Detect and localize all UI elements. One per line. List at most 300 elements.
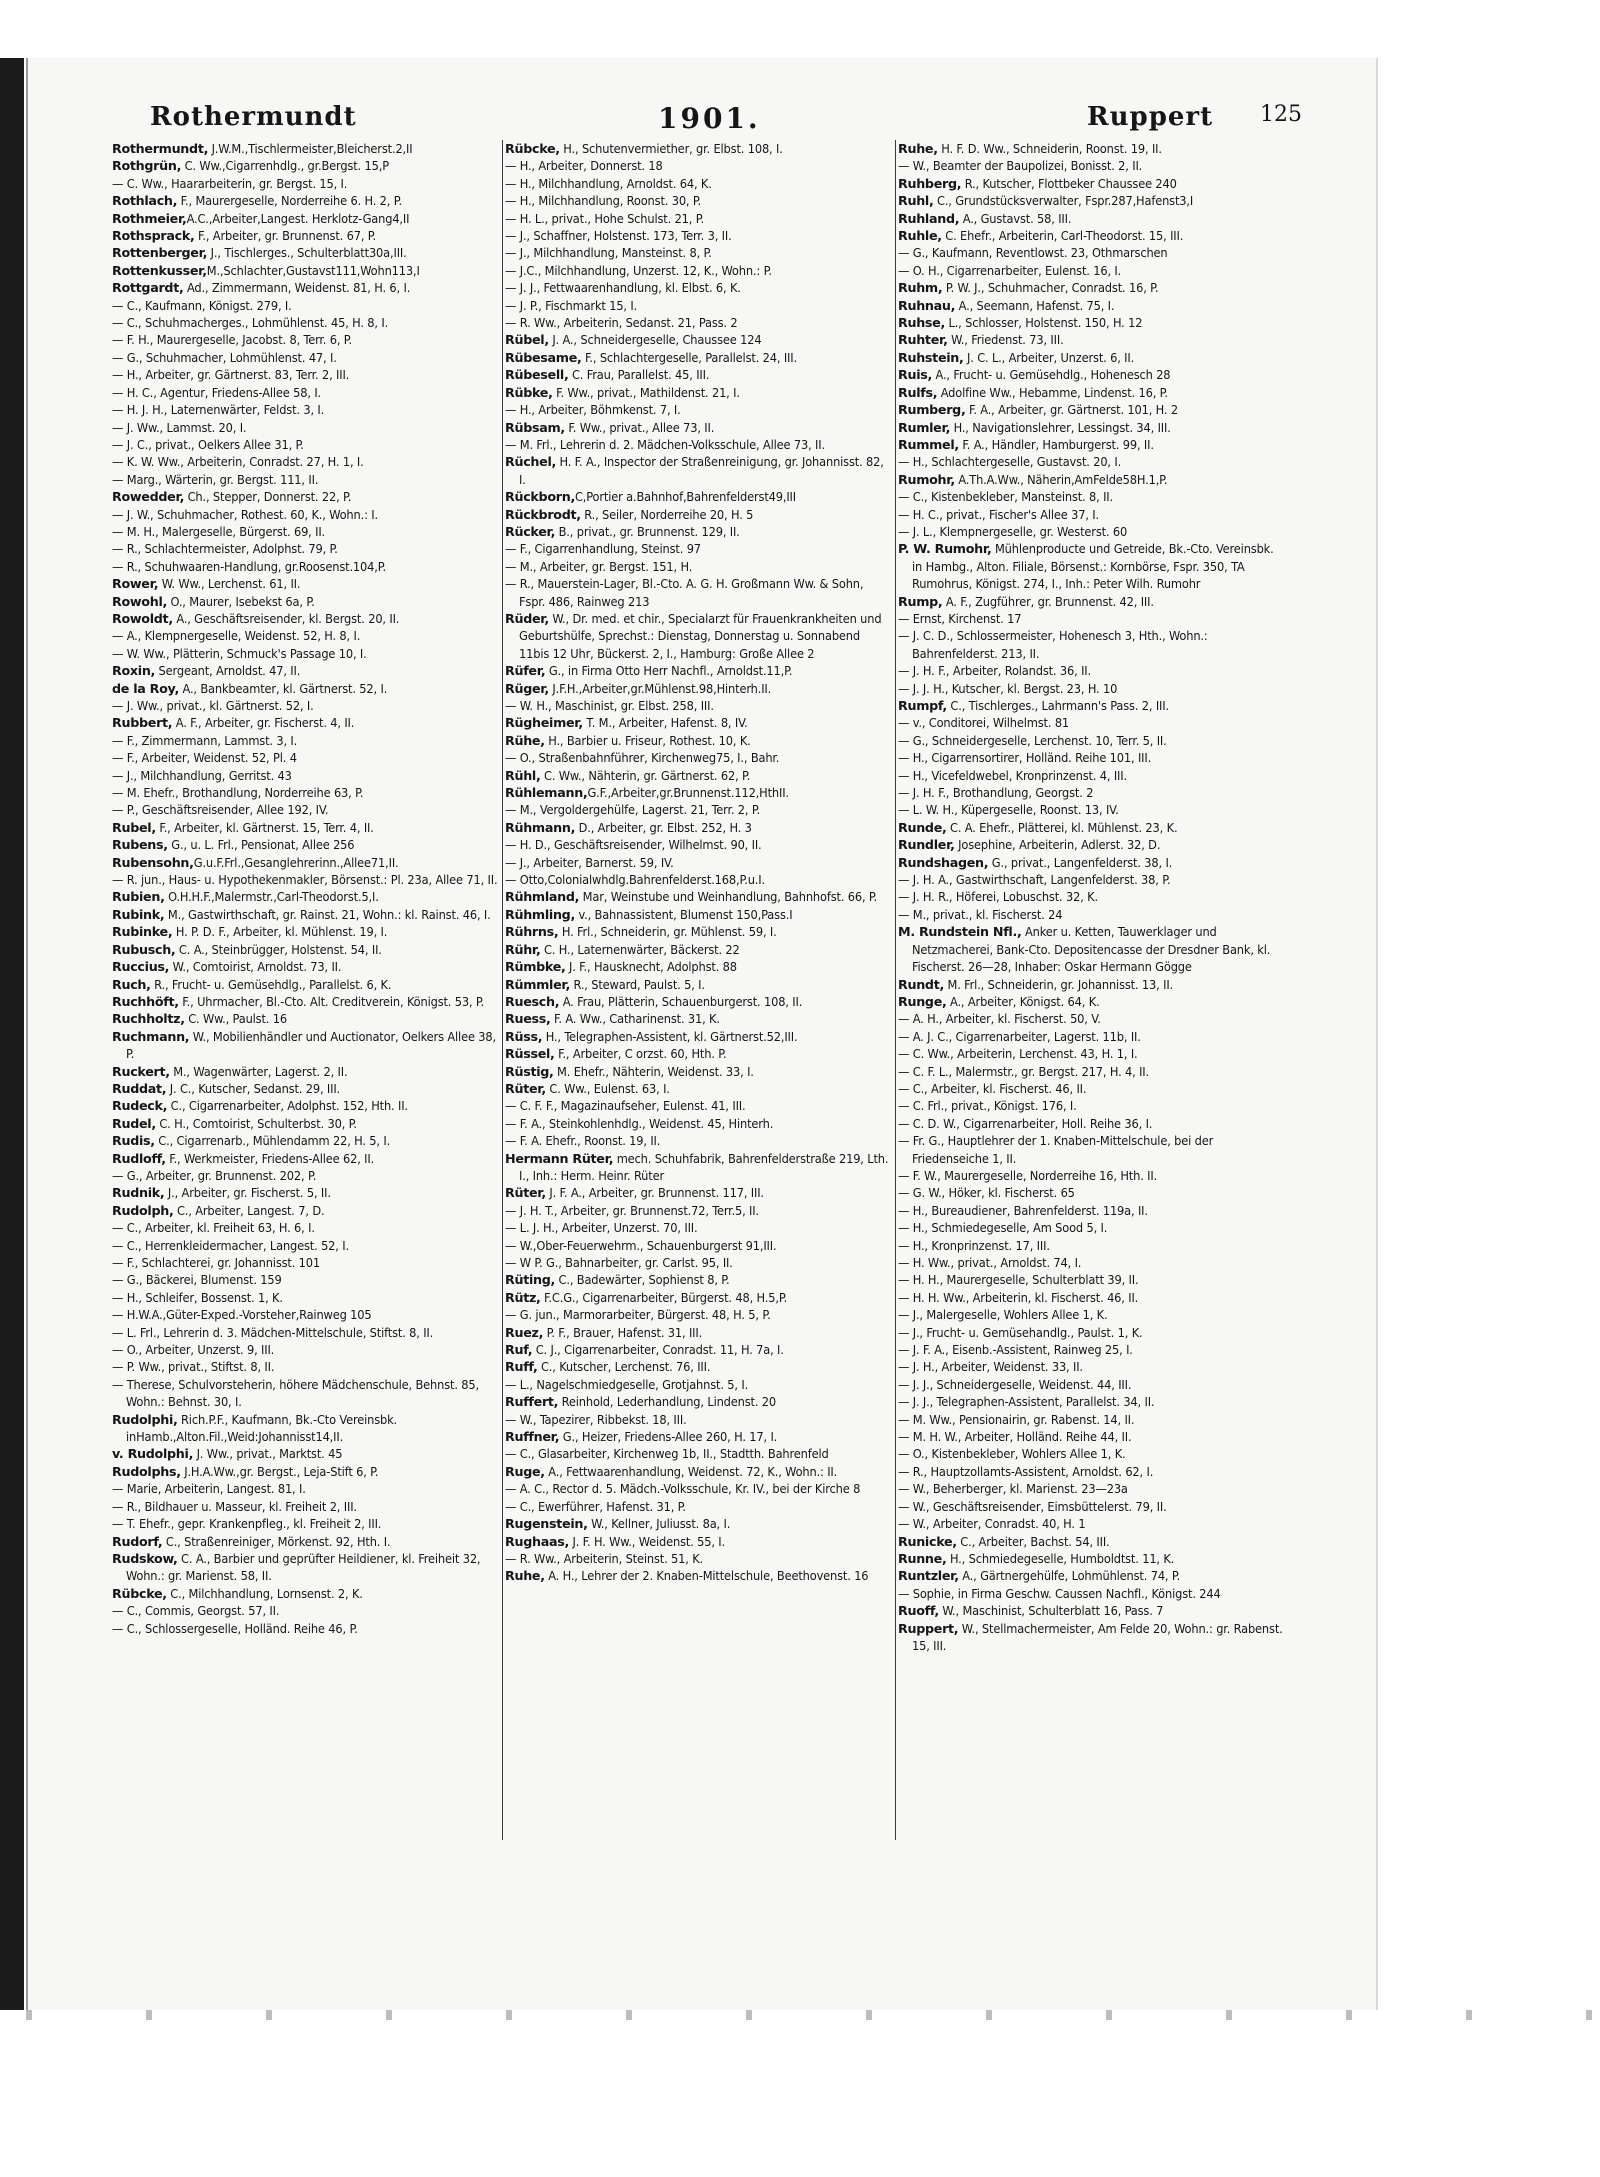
entry-details: — C. Frl., privat., Königst. 176, I. (898, 1098, 1077, 1114)
entry-name: Rubens, (112, 837, 168, 853)
entry-name: Ruhland, (898, 210, 960, 226)
directory-entry (112, 175, 498, 192)
entry-details: — H. C., privat., Fischer's Allee 37, I. (898, 506, 1099, 522)
directory-entry (505, 1237, 891, 1254)
scan-bottom-strip (26, 2010, 1600, 2020)
entry-details: — F., Schlachterei, gr. Johannisst. 101 (112, 1255, 321, 1270)
page-header (112, 102, 1302, 142)
directory-entry (505, 662, 891, 679)
directory-entry (505, 836, 891, 853)
directory-entry (505, 523, 891, 540)
directory-entry (898, 801, 1284, 818)
entry-details: F. A. Ww., Catharinenst. 31, K. (550, 1011, 720, 1027)
directory-entry (112, 662, 498, 679)
entry-details: — J., Schaffner, Holstenst. 173, Terr. 3, II. (505, 228, 732, 244)
directory-entry (898, 1515, 1284, 1532)
directory-entry (505, 349, 891, 366)
directory-entry (505, 1428, 891, 1445)
entry-details: — H., Schleifer, Bossenst. 1, K. (112, 1289, 283, 1305)
directory-entry (112, 1254, 498, 1271)
directory-entry (898, 1219, 1284, 1236)
entry-details: A. F., Arbeiter, gr. Fischerst. 4, II. (172, 715, 355, 731)
entry-name: Rübesell, (505, 367, 569, 383)
entry-details: G., in Firma Otto Herr Nachfl., Arnoldst.11,P. (545, 663, 793, 679)
directory-entry (505, 1219, 891, 1236)
entry-details: — M., Arbeiter, gr. Bergst. 151, H. (505, 558, 693, 574)
entry-details: — A. J. C., Cigarrenarbeiter, Lagerst. 11b, II. (898, 1028, 1141, 1044)
entry-name: Rumberg, (898, 402, 966, 418)
entry-details: A., Frucht- u. Gemüsehdlg., Hohenesch 28 (932, 367, 1171, 383)
entry-details: — C. Ww., Haararbeiterin, gr. Bergst. 15, I. (112, 175, 348, 191)
entry-name: Rudloff, (112, 1150, 166, 1166)
directory-entry (898, 1498, 1284, 1515)
directory-entry (505, 680, 891, 697)
entry-name: Rücker, (505, 523, 556, 539)
entry-details: A., Geschäftsreisender, kl. Bergst. 20, II. (172, 610, 400, 626)
entry-name: Rugenstein, (505, 1516, 588, 1532)
directory-entry (898, 819, 1284, 836)
entry-details: — W., Beherberger, kl. Marienst. 23—23a (898, 1481, 1128, 1497)
entry-details: A.C.,Arbeiter,Langest. Herklotz-Gang4,II (186, 210, 410, 226)
entry-details: J.H.A.Ww.,gr. Bergst., Leja-Stift 6, P. (180, 1463, 379, 1479)
entry-name: Rühl, (505, 767, 541, 783)
directory-entry (505, 1324, 891, 1341)
entry-name: v. Rudolphi, (112, 1446, 194, 1462)
entry-details: A. F., Zugführer, gr. Brunnenst. 42, III. (942, 593, 1154, 609)
entry-details: — T. Ehefr., gepr. Krankenpfleg., kl. Freiheit 2, III. (112, 1516, 382, 1532)
directory-entry (898, 244, 1284, 261)
entry-details: Mühlenproducte und Getreide, Bk.-Cto. Vereinsbk. in Hambg., Alton. Filiale, Börsenst.: Kornbörse, Fspr. 350, TA Rumohrus, Königst. 274, I., Inh.: Peter Wilh. Rumohr (912, 541, 1274, 592)
directory-entry (898, 906, 1284, 923)
directory-entry (898, 471, 1284, 488)
entry-details: — J., Milchhandlung, Gerritst. 43 (112, 767, 292, 783)
directory-entry (898, 506, 1284, 523)
entry-details: G., privat., Langenfelderst. 38, I. (988, 854, 1173, 870)
directory-entry (112, 1445, 498, 1462)
entry-name: Ruez, (505, 1324, 544, 1340)
directory-entry (898, 279, 1284, 296)
entry-details: C. A. Ehefr., Plätterei, kl. Mühlenst. 23, K. (946, 819, 1178, 835)
entry-details: — H. J. H., Laternenwärter, Feldst. 3, I. (112, 402, 325, 418)
directory-entry (112, 1167, 498, 1184)
directory-entry (112, 488, 498, 505)
entry-details: — G. W., Höker, kl. Fischerst. 65 (898, 1185, 1075, 1201)
directory-entry (112, 1010, 498, 1027)
directory-entry (112, 227, 498, 244)
entry-details: T. M., Arbeiter, Hafenst. 8, IV. (582, 715, 748, 731)
directory-entry (112, 697, 498, 714)
entry-details: — P., Geschäftsreisender, Allee 192, IV. (112, 802, 329, 818)
entry-details: — M. Ehefr., Brothandlung, Norderreihe 63, P. (112, 785, 364, 801)
directory-entry (112, 1097, 498, 1114)
entry-details: — R., Schlachtermeister, Adolphst. 79, P. (112, 541, 338, 557)
entry-details: — J. Ww., Lammst. 20, I. (112, 419, 247, 435)
directory-entry (505, 1045, 891, 1062)
entry-details: — J. L., Klempnergeselle, gr. Westerst. 60 (898, 523, 1128, 539)
directory-entry (112, 349, 498, 366)
entry-details: Ad., Zimmermann, Weidenst. 81, H. 6, I. (183, 280, 411, 296)
directory-entry (898, 854, 1284, 871)
directory-entry (112, 888, 498, 905)
entry-name: Ruff, (505, 1359, 538, 1375)
entry-details: — H., Bureaudiener, Bahrenfelderst. 119a, II. (898, 1202, 1148, 1218)
entry-name: Ruhe, (505, 1568, 545, 1584)
entry-details: H. P. D. F., Arbeiter, kl. Mühlenst. 19, I. (172, 924, 388, 940)
entry-details: M. Frl., Schneiderin, gr. Johannisst. 13, II. (944, 976, 1174, 992)
entry-details: C. Ww., Eulenst. 63, I. (545, 1080, 670, 1096)
directory-entry (505, 923, 891, 940)
directory-entry (505, 958, 891, 975)
directory-entry (112, 331, 498, 348)
entry-name: Rüssel, (505, 1046, 555, 1062)
directory-entry (112, 1237, 498, 1254)
entry-details: — G., Kaufmann, Reventlowst. 23, Othmarschen (898, 245, 1168, 261)
directory-column-2 (505, 140, 891, 1585)
directory-entry (898, 1028, 1284, 1045)
entry-details: — M. Ww., Pensionairin, gr. Rabenst. 14, II. (898, 1411, 1135, 1427)
entry-name: de la Roy, (112, 680, 180, 696)
entry-details: — C., Glasarbeiter, Kirchenweg 1b, II., Stadtth. Bahrenfeld (505, 1446, 829, 1462)
entry-details: M.,Schlachter,Gustavst111,Wohn113,I (206, 262, 420, 278)
entry-details: — F., Cigarrenhandlung, Steinst. 97 (505, 541, 701, 557)
entry-name: Runtzler, (898, 1568, 959, 1584)
entry-details: C., Cigarrenarb., Mühlendamm 22, H. 5, I. (154, 1133, 391, 1149)
directory-entry (505, 993, 891, 1010)
directory-entry (112, 714, 498, 731)
directory-entry (505, 419, 891, 436)
entry-details: M. Ehefr., Nähterin, Weidenst. 33, I. (553, 1063, 754, 1079)
entry-details: — G., Bäckerei, Blumenst. 159 (112, 1272, 282, 1288)
directory-entry (898, 680, 1284, 697)
entry-details: — H. H. Ww., Arbeiterin, kl. Fischerst. 46, II. (898, 1289, 1139, 1305)
entry-details: — C. Ww., Arbeiterin, Lerchenst. 43, H. 1, I. (898, 1046, 1138, 1062)
entry-details: C., Milchhandlung, Lornsenst. 2, K. (166, 1585, 363, 1601)
directory-entry (505, 1376, 891, 1393)
directory-entry (505, 941, 891, 958)
entry-details: — M., Vergoldergehülfe, Lagerst. 21, Terr. 2, P. (505, 802, 761, 818)
entry-details: C. Ww., Nähterin, gr. Gärtnerst. 62, P. (540, 767, 751, 783)
entry-details: — W P. G., Bahnarbeiter, gr. Carlst. 95, II. (505, 1255, 733, 1270)
directory-entry (112, 1620, 498, 1637)
entry-details: C. H., Comtoirist, Schulterbst. 30, P. (155, 1115, 357, 1131)
entry-details: J. C. L., Arbeiter, Unzerst. 6, II. (963, 349, 1135, 365)
entry-name: Ruhle, (898, 228, 942, 244)
directory-entry (112, 1063, 498, 1080)
entry-details: H., Barbier u. Friseur, Rothest. 10, K. (544, 732, 751, 748)
page-number: 125 (1260, 102, 1302, 127)
directory-entry (112, 192, 498, 209)
directory-entry (898, 1567, 1284, 1584)
directory-entry (112, 1533, 498, 1550)
entry-details: — J., Arbeiter, Barnerst. 59, IV. (505, 854, 674, 870)
directory-entry (898, 1358, 1284, 1375)
entry-details: J. F. H. Ww., Weidenst. 55, I. (569, 1533, 725, 1549)
directory-entry (898, 384, 1284, 401)
directory-entry (898, 157, 1284, 174)
entry-details: — J. H. R., Höferei, Lobuschst. 32, K. (898, 889, 1098, 905)
entry-details: A.Th.A.Ww., Näherin,AmFelde58H.1,P. (954, 471, 1168, 487)
directory-entry (898, 1393, 1284, 1410)
entry-name: Rudolphs, (112, 1463, 181, 1479)
entry-name: Rüstig, (505, 1063, 554, 1079)
directory-entry (898, 314, 1284, 331)
directory-entry (505, 1341, 891, 1358)
directory-entry (898, 1254, 1284, 1271)
entry-name: Rudolph, (112, 1202, 174, 1218)
entry-name: Ruhe, (898, 141, 938, 156)
entry-details: — H. C., Agentur, Friedens-Allee 58, I. (112, 384, 322, 400)
directory-entry (505, 157, 891, 174)
directory-entry (898, 784, 1284, 801)
entry-name: Rubink, (112, 906, 165, 922)
directory-entry (505, 1115, 891, 1132)
directory-entry (898, 662, 1284, 679)
entry-details: — L. Frl., Lehrerin d. 3. Mädchen-Mittelschule, Stiftst. 8, II. (112, 1324, 434, 1340)
entry-name: Rudnik, (112, 1185, 165, 1201)
entry-name: Rothmeier, (112, 210, 187, 226)
entry-name: Runicke, (898, 1533, 957, 1549)
entry-details: — J., Malergeselle, Wohlers Allee 1, K. (898, 1307, 1108, 1323)
entry-details: — J. J., Fettwaarenhandlung, kl. Elbst. 6, K. (505, 280, 741, 296)
entry-name: Ruhnau, (898, 297, 956, 313)
directory-entry (505, 558, 891, 575)
directory-entry (505, 331, 891, 348)
entry-details: — J., Frucht- u. Gemüsehandlg., Paulst. 1, K. (898, 1324, 1143, 1340)
directory-entry (898, 836, 1284, 853)
entry-name: Rulfs, (898, 384, 938, 400)
directory-entry (505, 1202, 891, 1219)
column-divider (502, 140, 503, 1840)
entry-details: — L. W. H., Küpergeselle, Roonst. 13, IV. (898, 802, 1119, 818)
directory-entry (112, 384, 498, 401)
entry-details: — C., Kaufmann, Königst. 279, I. (112, 297, 292, 313)
entry-name: Ruge, (505, 1463, 545, 1479)
directory-entry (505, 714, 891, 731)
directory-entry (112, 453, 498, 470)
directory-entry (112, 819, 498, 836)
entry-details: W., Dr. med. et chir., Specialarzt für Frauenkrankheiten und Geburtshülfe, Sprechst.: Dienstag, Donnerstag u. Sonnabend 11bis 12 Uhr, Bückerst. 2, I., Hamburg: Große Allee 2 (519, 610, 882, 661)
entry-name: Rothsprack, (112, 228, 195, 244)
entry-details: — A. H., Arbeiter, kl. Fischerst. 50, V. (898, 1011, 1101, 1027)
directory-entry (112, 610, 498, 627)
entry-name: Ruffert, (505, 1394, 559, 1410)
entry-name: Rüting, (505, 1272, 556, 1288)
entry-details: — J. C., privat., Oelkers Allee 31, P. (112, 436, 304, 452)
directory-entry (112, 627, 498, 644)
entry-details: W., Maschinist, Schulterblatt 16, Pass. 7 (938, 1603, 1164, 1619)
entry-details: H., Navigationslehrer, Lessingst. 34, III. (950, 419, 1171, 435)
entry-details: — P. Ww., privat., Stiftst. 8, II. (112, 1359, 275, 1375)
entry-name: Rühmann, (505, 819, 576, 835)
entry-name: Rühlemann, (505, 785, 588, 801)
directory-entry (898, 140, 1284, 157)
entry-details: Anker u. Ketten, Tauwerklager und Netzmacherei, Bank-Cto. Depositencasse der Dresdner Bank, kl. Fischerst. 26—28, Inhaber: Oskar Hermann Gögge (912, 924, 1271, 975)
entry-details: — H., Arbeiter, Böhmkenst. 7, I. (505, 402, 681, 418)
entry-details: — F. H., Maurergeselle, Jacobst. 8, Terr. 6, P. (112, 332, 353, 348)
entry-name: Ruhberg, (898, 175, 962, 191)
directory-entry (505, 1150, 891, 1185)
entry-details: — J. H. T., Arbeiter, gr. Brunnenst.72, Terr.5, II. (505, 1202, 759, 1218)
directory-entry (505, 1080, 891, 1097)
directory-entry (112, 262, 498, 279)
entry-details: J. Ww., privat., Marktst. 45 (193, 1446, 343, 1462)
directory-entry (898, 767, 1284, 784)
directory-entry (505, 749, 891, 766)
directory-entry (112, 749, 498, 766)
entry-details: — C. F. F., Magazinaufseher, Eulenst. 41, III. (505, 1098, 746, 1114)
directory-entry (112, 1341, 498, 1358)
entry-details: — C., Herrenkleidermacher, Langest. 52, I. (112, 1237, 349, 1253)
entry-name: Rütz, (505, 1289, 541, 1305)
directory-entry (505, 732, 891, 749)
directory-column-1 (112, 140, 498, 1637)
directory-entry (505, 1010, 891, 1027)
directory-entry (505, 314, 891, 331)
entry-name: M. Rundstein Nfl., (898, 924, 1022, 940)
entry-name: Rudorf, (112, 1533, 163, 1549)
directory-entry (112, 993, 498, 1010)
directory-entry (898, 227, 1284, 244)
directory-entry (898, 540, 1284, 592)
directory-entry (898, 1080, 1284, 1097)
directory-entry (898, 923, 1284, 975)
entry-details: — Otto,Colonialwhdlg.Bahrenfelderst.168,P.u.I. (505, 872, 765, 888)
entry-details: — F. A. Ehefr., Roonst. 19, II. (505, 1133, 661, 1149)
entry-details: Mar, Weinstube und Weinhandlung, Bahnhofst. 66, P. (579, 889, 878, 905)
directory-entry (112, 1202, 498, 1219)
entry-details: A. H., Lehrer der 2. Knaben-Mittelschule, Beethovenst. 16 (544, 1568, 869, 1584)
entry-details: A., Fettwaarenhandlung, Weidenst. 72, K., Wohn.: II. (544, 1463, 838, 1479)
entry-name: Rubinke, (112, 924, 173, 940)
entry-details: — J. C. D., Schlossermeister, Hohenesch 3, Hth., Wohn.: Bahrenfelderst. 213, II. (898, 628, 1208, 661)
directory-entry (112, 854, 498, 871)
entry-details: — A., Klempnergeselle, Weidenst. 52, H. 8, I. (112, 628, 361, 644)
entry-details: W., Kellner, Juliusst. 8a, I. (587, 1516, 731, 1532)
header-year: 1901. (658, 102, 761, 135)
entry-details: — H. Ww., privat., Arnoldst. 74, I. (898, 1255, 1082, 1270)
entry-details: R., Steward, Paulst. 5, I. (570, 976, 705, 992)
entry-details: — H., Schlachtergeselle, Gustavst. 20, I. (898, 454, 1122, 470)
entry-details: F. Ww., privat., Allee 73, II. (564, 419, 715, 435)
directory-page (26, 58, 1378, 2010)
directory-entry (505, 453, 891, 488)
directory-entry (505, 279, 891, 296)
entry-details: — Marg., Wärterin, gr. Bergst. 111, II. (112, 471, 319, 487)
entry-details: C., Tischlerges., Lahrmann's Pass. 2, III. (946, 698, 1169, 713)
directory-entry (112, 732, 498, 749)
directory-entry (112, 471, 498, 488)
entry-details: — J. H. F., Brothandlung, Georgst. 2 (898, 785, 1094, 801)
entry-details: G., u. L. Frl., Pensionat, Allee 256 (167, 837, 355, 853)
entry-details: — W., Tapezirer, Ribbekst. 18, III. (505, 1411, 687, 1427)
entry-details: — H. H., Maurergeselle, Schulterblatt 39, II. (898, 1272, 1139, 1288)
entry-details: — G. jun., Marmorarbeiter, Bürgerst. 48, H. 5, P. (505, 1307, 771, 1323)
entry-name: Rühmling, (505, 906, 575, 922)
directory-entry (505, 1515, 891, 1532)
entry-name: Ruesch, (505, 993, 560, 1009)
directory-entry (505, 1533, 891, 1550)
entry-details: C. A., Barbier und geprüfter Heildiener, kl. Freiheit 32, Wohn.: gr. Marienst. 58, II. (126, 1550, 481, 1584)
entry-details: — W. Ww., Plätterin, Schmuck's Passage 10, I. (112, 645, 367, 661)
directory-entry (505, 1567, 891, 1584)
directory-entry (898, 297, 1284, 314)
directory-column-3 (898, 140, 1284, 1654)
directory-entry (898, 871, 1284, 888)
directory-entry (112, 1132, 498, 1149)
entry-name: Rubbert, (112, 715, 173, 731)
entry-name: Ruhter, (898, 332, 948, 348)
directory-entry (112, 297, 498, 314)
directory-entry (898, 1428, 1284, 1445)
entry-details: R., Kutscher, Flottbeker Chaussee 240 (961, 175, 1177, 191)
directory-entry (112, 1550, 498, 1585)
entry-details: H. Frl., Schneiderin, gr. Mühlenst. 59, I. (558, 924, 777, 940)
entry-details: J.W.M.,Tischlermeister,Bleicherst.2,II (208, 141, 413, 156)
directory-entry (898, 401, 1284, 418)
entry-details: J. C., Kutscher, Sedanst. 29, III. (166, 1080, 341, 1096)
directory-entry (898, 1376, 1284, 1393)
directory-entry (505, 366, 891, 383)
entry-details: C. Ehefr., Arbeiterin, Carl-Theodorst. 15, III. (941, 228, 1184, 244)
directory-entry (505, 767, 891, 784)
header-right-keyword: Ruppert (1087, 102, 1214, 132)
directory-entry (898, 1533, 1284, 1550)
entry-details: — F., Zimmermann, Lammst. 3, I. (112, 732, 298, 748)
entry-name: Rübcke, (112, 1585, 167, 1601)
directory-entry (898, 714, 1284, 731)
entry-name: Rottgardt, (112, 280, 184, 296)
entry-name: Rübesame, (505, 349, 582, 365)
directory-entry (112, 506, 498, 523)
entry-details: — W., Geschäftsreisender, Eimsbüttelerst. 79, II. (898, 1498, 1167, 1514)
entry-name: Runge, (898, 993, 947, 1009)
entry-details: F. A., Arbeiter, gr. Gärtnerst. 101, H. 2 (965, 402, 1178, 418)
entry-name: Rührns, (505, 924, 559, 940)
entry-name: Rüfer, (505, 663, 546, 679)
entry-name: Rühe, (505, 732, 545, 748)
entry-details: — J., Milchhandlung, Mansteinst. 8, P. (505, 245, 712, 261)
entry-name: Rowohl, (112, 593, 168, 609)
directory-entry (112, 871, 498, 888)
directory-entry (898, 1306, 1284, 1323)
entry-name: Rübel, (505, 332, 549, 348)
entry-name: Ruis, (898, 367, 933, 383)
directory-entry (898, 192, 1284, 209)
directory-entry (112, 1602, 498, 1619)
directory-entry (898, 1602, 1284, 1619)
directory-entry (112, 976, 498, 993)
entry-details: F. A., Händler, Hamburgerst. 99, II. (958, 436, 1154, 452)
entry-name: Rothermundt, (112, 141, 209, 156)
entry-name: Runne, (898, 1550, 947, 1566)
entry-details: — C. D. W., Cigarrenarbeiter, Holl. Reihe 36, I. (898, 1115, 1153, 1131)
entry-details: — C., Kistenbekleber, Mansteinst. 8, II. (898, 489, 1113, 505)
directory-entry (505, 1132, 891, 1149)
entry-details: — W., Arbeiter, Conradst. 40, H. 1 (898, 1516, 1086, 1532)
entry-name: Rubusch, (112, 941, 176, 957)
directory-entry (112, 140, 498, 157)
directory-entry (112, 923, 498, 940)
entry-details: Ch., Stepper, Donnerst. 22, P. (184, 489, 352, 505)
entry-details: A., Arbeiter, Königst. 64, K. (946, 993, 1100, 1009)
directory-entry (898, 610, 1284, 627)
entry-details: — H., Arbeiter, gr. Gärtnerst. 83, Terr. 2, III. (112, 367, 350, 383)
entry-details: O.H.H.F.,Malermstr.,Carl-Theodorst.5,I. (164, 889, 379, 905)
directory-entry (505, 506, 891, 523)
directory-entry (898, 262, 1284, 279)
entry-name: Rundler, (898, 837, 955, 853)
entry-name: Rubel, (112, 819, 156, 835)
